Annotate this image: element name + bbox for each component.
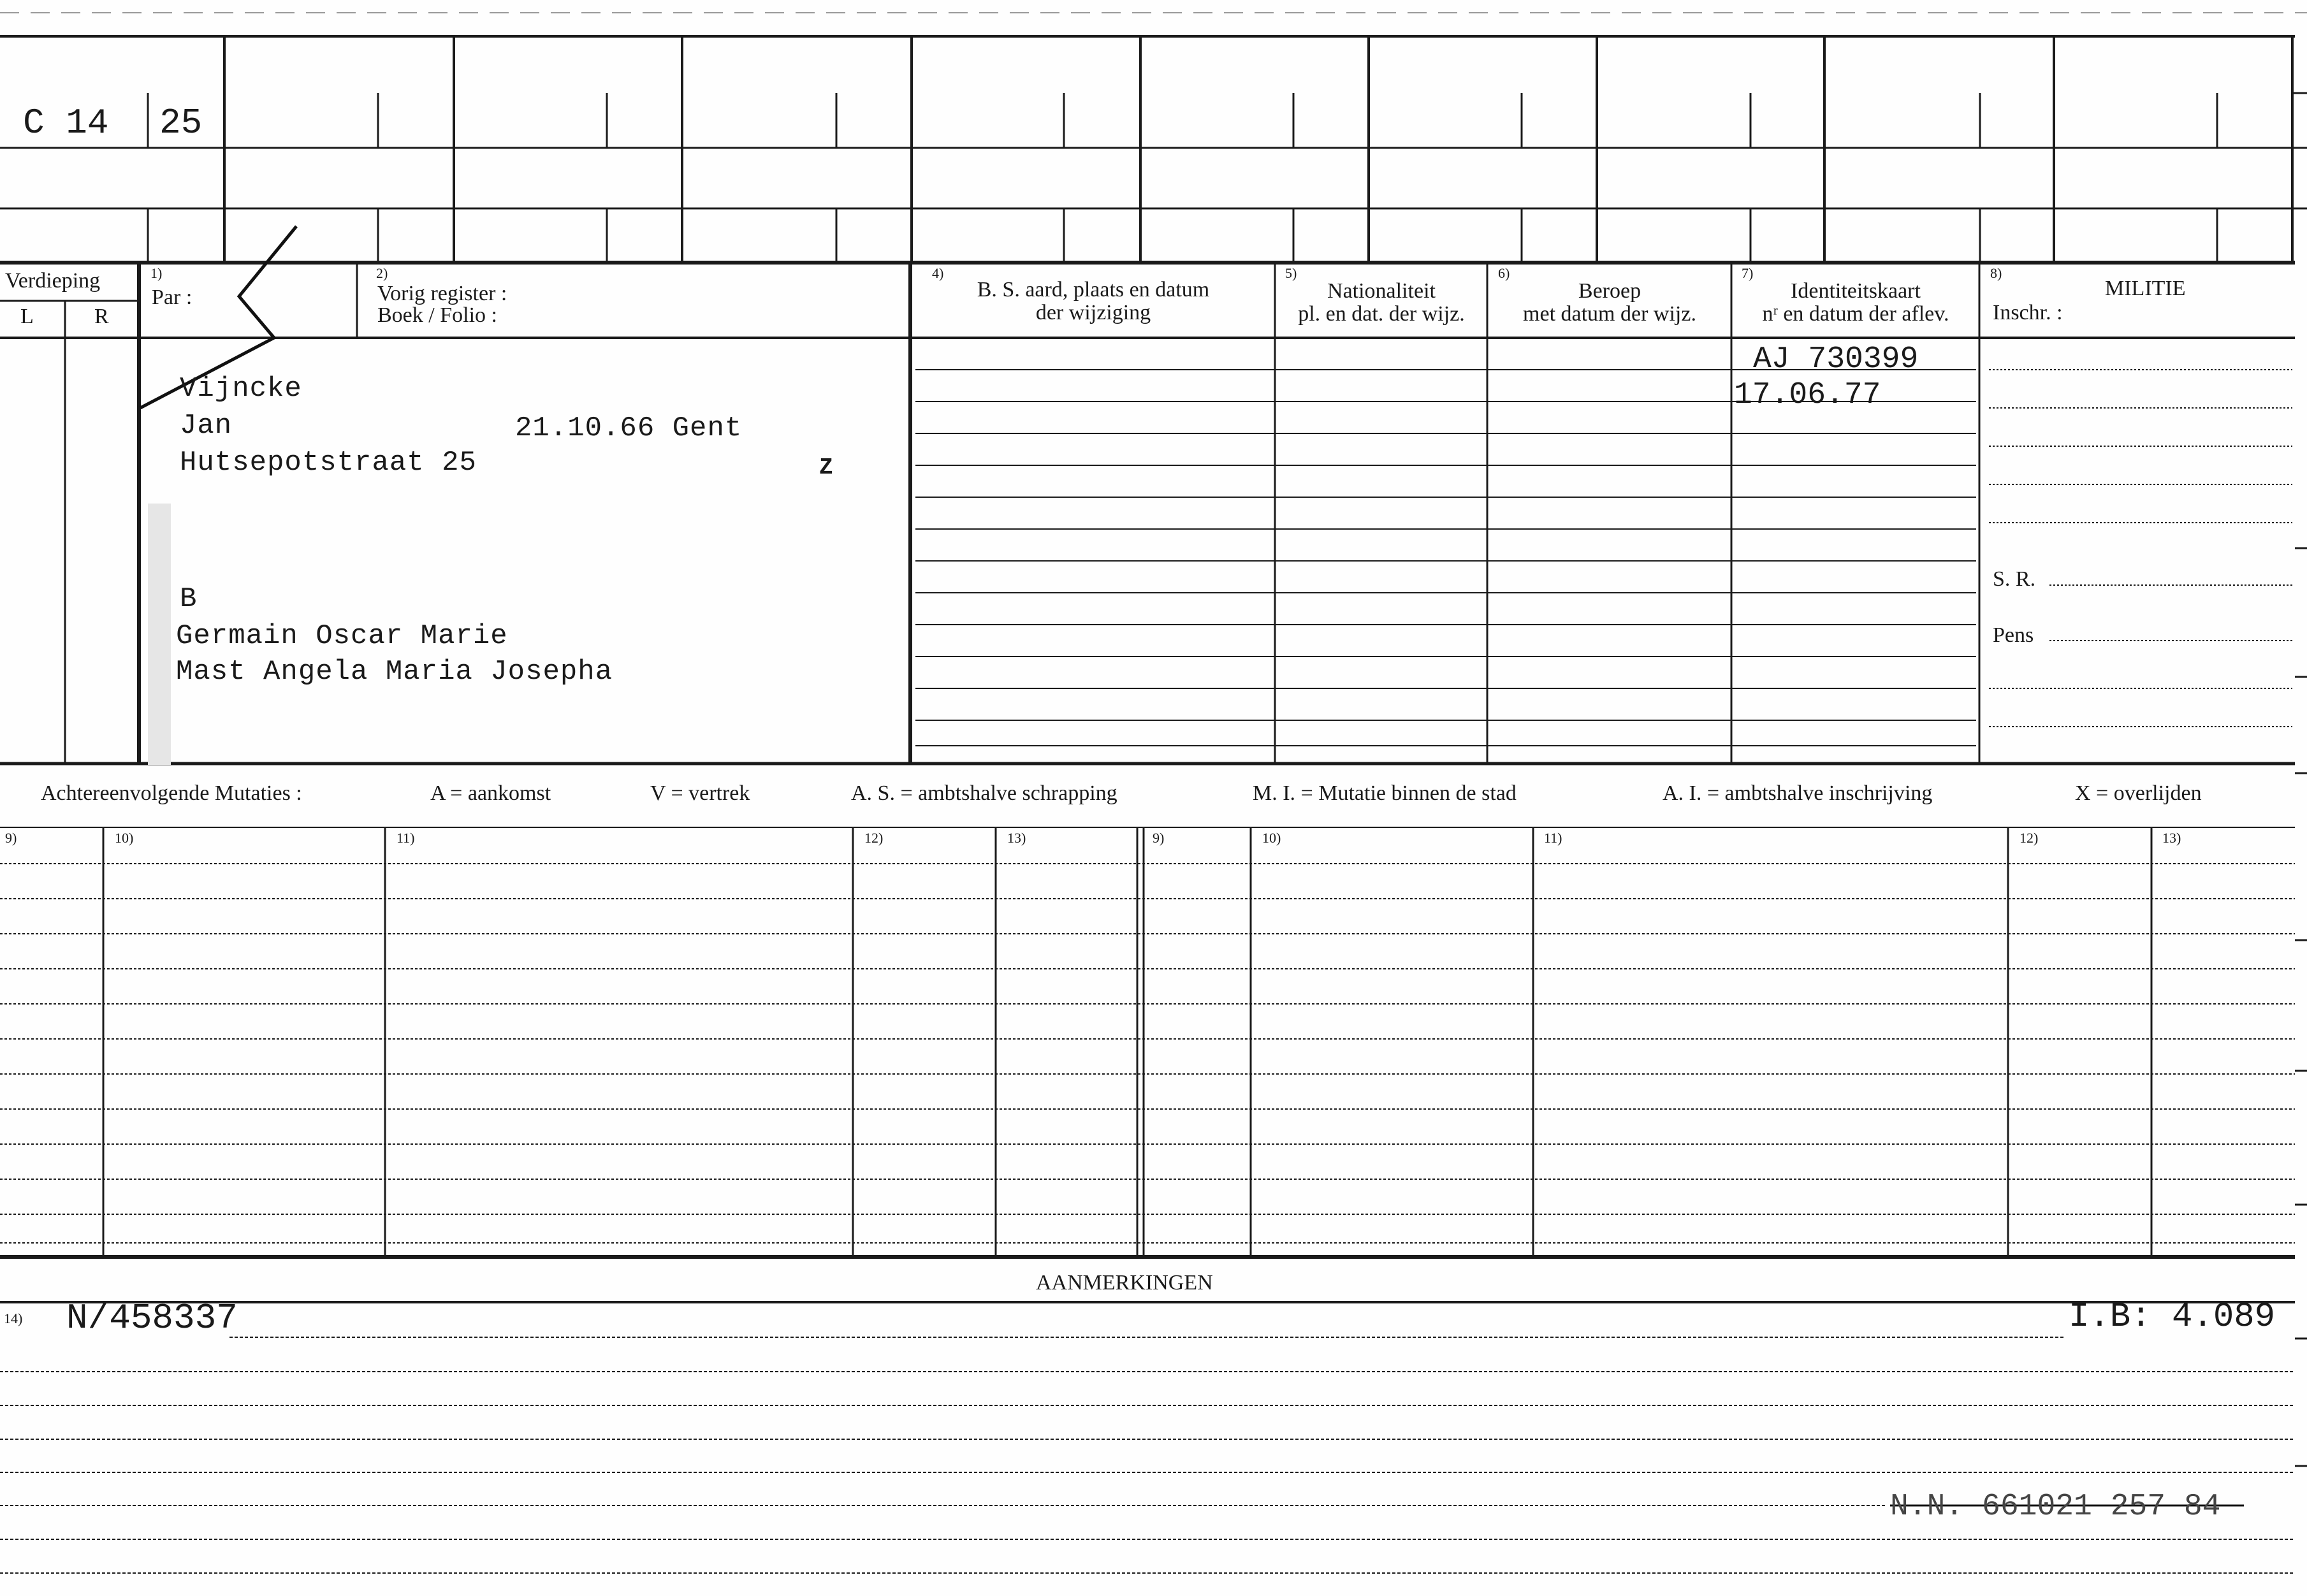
bs-header-line1: B. S. aard, plaats en datum <box>977 278 1210 301</box>
identiteitskaart-header-line1: Identiteitskaart <box>1791 279 1921 303</box>
legend-ambtshalve-schrapping: A. S. = ambtshalve schrapping <box>851 781 1117 805</box>
inschr-label: Inschr. : <box>1993 301 2063 324</box>
sex-code: Z <box>819 454 833 481</box>
mutation-col-13b: 13) <box>2162 830 2181 846</box>
right-label: R <box>94 305 109 328</box>
mutation-col-9: 9) <box>5 830 17 846</box>
mutation-col-13: 13) <box>1007 830 1026 846</box>
mutation-col-11b: 11) <box>1544 830 1562 846</box>
mutation-col-9b: 9) <box>1153 830 1165 846</box>
civil-status: B <box>180 583 198 615</box>
left-label: L <box>20 305 34 328</box>
bs-header-line2: der wijziging <box>1035 301 1151 324</box>
col6-number: 6) <box>1498 265 1510 281</box>
surname: Vijncke <box>180 373 302 405</box>
father-name: Germain Oscar Marie <box>176 620 508 652</box>
mutation-col-10b: 10) <box>1262 830 1281 846</box>
col7-number: 7) <box>1742 265 1754 281</box>
legend-mutatie-binnen-stad: M. I. = Mutatie binnen de stad <box>1253 781 1517 805</box>
legend-vertrek: V = vertrek <box>650 781 750 805</box>
beroep-header-line1: Beroep <box>1578 279 1641 303</box>
par-label: Par : <box>152 286 193 309</box>
col2-number: 2) <box>376 265 388 281</box>
remarks-title: AANMERKINGEN <box>1036 1271 1213 1295</box>
col14-number: 14) <box>4 1310 23 1326</box>
beroep-header-line2: met datum der wijz. <box>1523 302 1696 326</box>
mutation-col-12b: 12) <box>2020 830 2039 846</box>
vorig-register-label: Vorig register : <box>377 282 507 305</box>
ib-number: I.B: 4.089 <box>2069 1298 2276 1337</box>
scan-noise-strip <box>148 504 171 765</box>
identiteitskaart-header-line2: nʳ en datum der aflev. <box>1762 302 1949 326</box>
col4-number: 4) <box>932 265 944 281</box>
remarks-number: N/458337 <box>66 1298 238 1338</box>
col1-number: 1) <box>150 265 163 281</box>
pens-label: Pens <box>1993 623 2034 647</box>
col5-number: 5) <box>1285 265 1297 281</box>
first-name: Jan <box>180 410 233 442</box>
legend-ambtshalve-inschrijving: A. I. = ambtshalve inschrijving <box>1663 781 1933 805</box>
nationaliteit-header-line2: pl. en dat. der wijz. <box>1298 302 1465 326</box>
birth-date-place: 21.10.66 Gent <box>515 412 743 444</box>
register-number: 25 <box>159 103 203 143</box>
col8-number: 8) <box>1990 265 2002 281</box>
nationaliteit-header-line1: Nationaliteit <box>1327 279 1436 303</box>
legend-overlijden: X = overlijden <box>2075 781 2202 805</box>
sr-label: S. R. <box>1993 567 2036 591</box>
militie-header: MILITIE <box>2105 277 2186 300</box>
street-address: Hutsepotstraat 25 <box>180 447 477 479</box>
register-code: C 14 <box>23 103 109 143</box>
mutation-col-10: 10) <box>115 830 134 846</box>
mutation-col-12: 12) <box>864 830 884 846</box>
legend-aankomst: A = aankomst <box>430 781 551 805</box>
mutation-col-11: 11) <box>397 830 415 846</box>
boek-folio-label: Boek / Folio : <box>377 303 497 327</box>
verdieping-label: Verdieping <box>5 269 101 293</box>
id-card-date: 17.06.77 <box>1734 378 1881 412</box>
id-card-number: AJ 730399 <box>1753 342 1919 377</box>
national-number: N.N. 661021 257 84 <box>1890 1490 2221 1524</box>
mother-name: Mast Angela Maria Josepha <box>176 656 613 688</box>
mutations-title: Achtereenvolgende Mutaties : <box>41 781 302 805</box>
